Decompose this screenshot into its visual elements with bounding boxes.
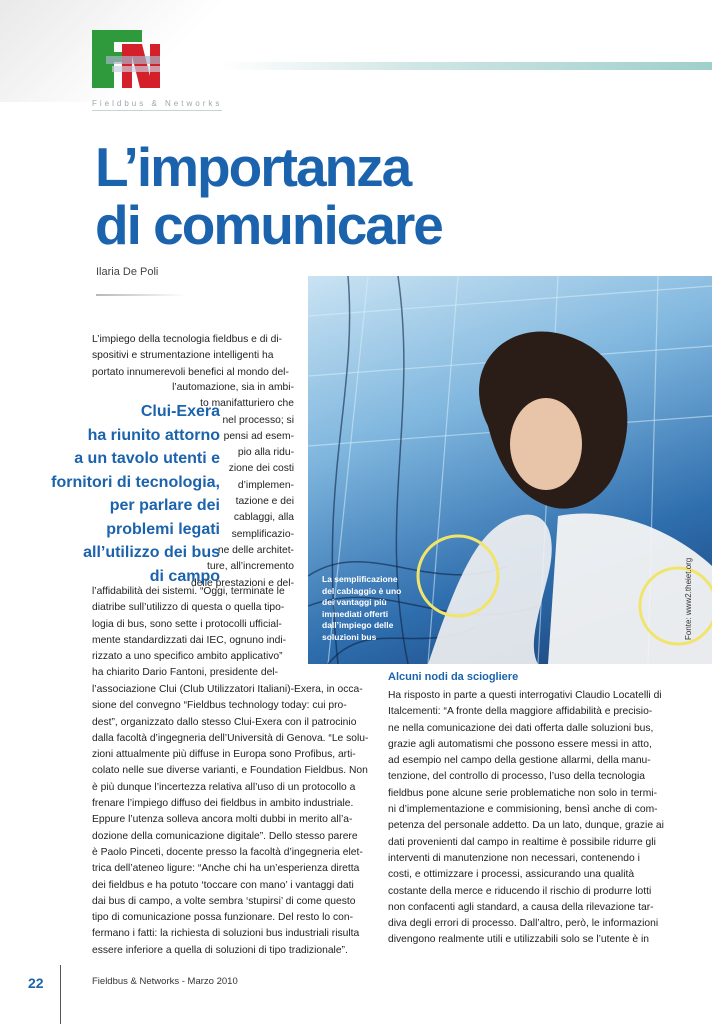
- text-line: frenare l’impiego diffuso dei fieldbus in ambito industriale.: [92, 798, 354, 810]
- text-line: divengono realmente utili e utilizzabili solo se l’utente è in: [388, 934, 650, 946]
- text-line: petenza del personale addetto. Da un lato, dunque, grazie ai: [388, 820, 664, 832]
- caption-line: immediati offerti: [322, 608, 389, 619]
- text-line: portato innumerevoli benefici al mondo del-: [92, 366, 289, 378]
- text-line: dei fieldbus e ha potuto ‘toccare con mano’ i vantaggi dati: [92, 879, 354, 891]
- text-line: rizzato a uno specifico ambito applicativo”: [92, 651, 283, 663]
- text-line: d’implemen-: [237, 479, 294, 491]
- text-line: fieldbus pone alcune serie problematiche non solo in termi-: [388, 787, 658, 799]
- text-line: costante della merce e riducendo il rischio di produrre lotti: [388, 885, 652, 897]
- text-line: semplificazio-: [231, 528, 294, 540]
- text-line: trica dell’ateneo ligure: “Anche chi ha un’esperienza diretta: [92, 863, 360, 875]
- article-title: [95, 138, 695, 254]
- section-subhead: Alcuni nodi da sciogliere: [388, 671, 519, 683]
- text-line: Italcementi: “A fronte della maggiore affidabilità e precisio-: [388, 706, 653, 718]
- text-line: L’impiego della tecnologia fieldbus e di di-: [92, 334, 283, 345]
- footer-publication: Fieldbus & Networks - Marzo 2010: [92, 976, 238, 987]
- text-line: costi, e ottimizzare i processi, assicurando una qualità: [388, 869, 635, 881]
- tagline-underline: [92, 110, 222, 111]
- pull-quote-line: di campo: [149, 567, 220, 585]
- text-line: zione dei costi: [228, 463, 294, 475]
- text-line: l’associazione Clui (Club Utilizzatori Italiani)-Exera, in occa-: [92, 684, 363, 695]
- text-line: ad esempio nel campo della gestione allarmi, della manu-: [388, 755, 651, 767]
- text-line: fermano i fatti: la richiesta di soluzioni bus industriali risulta: [92, 928, 360, 940]
- text-line: logia di bus, sono sette i protocolli ufficial-: [92, 618, 282, 630]
- text-line: dai bus di campo, a volte sembra ‘stupirsi’ di come questo: [92, 895, 356, 907]
- page-number: 22: [28, 975, 44, 991]
- text-line: ni d’implementazione e commisioning, bensì anche di com-: [388, 804, 658, 816]
- text-line: dest”, organizzato dallo stesso Clui-Exera con il patrocinio: [92, 716, 357, 728]
- text-line: tenzione, del controllo di processo, l’uso della tecnologia: [388, 771, 646, 783]
- text-line: grazie agli automatismi che possono essere messi in atto,: [388, 738, 652, 750]
- text-line: colato nelle sue diverse varianti, e Foundation Fieldbus. Non: [92, 765, 368, 777]
- photo-credit: Fonte: www2.theiet.org: [684, 557, 693, 640]
- title-line-1: L’importanza: [95, 136, 411, 198]
- header-rule: [222, 62, 712, 70]
- text-line: ne nella comunicazione dei dati offerta dalle soluzioni bus,: [388, 722, 654, 734]
- text-line: nel processo; si: [222, 414, 294, 426]
- text-line: dati provenienti dal campo in realtime è possibile ridurre gli: [388, 836, 656, 848]
- footer-divider: [60, 965, 61, 1024]
- text-line: zioni attualmente più diffuse in Europa sono Profibus, arti-: [92, 749, 356, 761]
- pull-quote-line: problemi legati: [106, 520, 220, 538]
- text-line: essere inferiore a quella di soluzioni di tipo tradizionale”.: [92, 944, 348, 956]
- intro-paragraph: [92, 332, 297, 381]
- text-line: delle prestazioni e del-: [190, 577, 294, 589]
- caption-line: dall’impiego delle: [322, 620, 394, 630]
- author-underline: [96, 294, 186, 296]
- pull-quote-line: Clui-Exera: [140, 403, 220, 420]
- text-line: sione del convegno “Fieldbus technology today: cui pro-: [92, 700, 347, 712]
- pull-quote-line: a un tavolo utenti e: [74, 450, 220, 467]
- text-line: l’automazione, sia in ambi-: [172, 382, 294, 393]
- text-line: ture, all’incremento: [207, 561, 294, 573]
- header-tagline: Fieldbus & Networks: [92, 99, 223, 108]
- text-line: interventi di manutenzione non necessari, contenendo i: [388, 852, 640, 864]
- text-line: Ha risposto in parte a questi interrogativi Claudio Locatelli di: [388, 690, 662, 701]
- text-line: ha chiarito Dario Fantoni, presidente del-: [92, 667, 279, 679]
- author-name: Ilaria De Poli: [96, 266, 159, 278]
- text-line: l’affidabilità dei sistemi. “Oggi, terminate le: [92, 586, 285, 597]
- magazine-logo: [92, 30, 164, 88]
- pull-quote-line: fornitori di tecnologia,: [51, 473, 220, 491]
- text-line: Eppure l’utenza solleva ancora molti dubbi in merito all’a-: [92, 814, 353, 826]
- text-line: cablaggi, alla: [233, 512, 294, 524]
- text-line: è più dunque l’incertezza relativa all’uso di un protocollo a: [92, 781, 356, 793]
- right-column-text: [388, 688, 664, 949]
- text-line: spositivi e strumentazione intelligenti ha: [92, 350, 274, 362]
- caption-line: soluzioni bus: [322, 631, 377, 642]
- text-line: mente standardizzati dai IEC, ognuno indi-: [92, 634, 287, 646]
- text-line: pio alla ridu-: [237, 447, 294, 459]
- text-line: tipo di comunicazione possa funzionare. Del resto lo con-: [92, 912, 353, 924]
- pull-quote-line: per parlare dei: [109, 497, 220, 514]
- pull-quote-line: ha riunito attorno: [87, 426, 220, 444]
- text-line: ne delle architet-: [217, 544, 294, 556]
- text-line: pensi ad esem-: [223, 430, 294, 442]
- mid-paragraph: [92, 584, 297, 682]
- pull-quote: [36, 400, 220, 588]
- caption-line: dei vantaggi più: [322, 597, 387, 607]
- text-line: tazione e dei: [235, 496, 294, 508]
- text-line: diva degli errori di processo. Dall’altro, però, le informazioni: [388, 918, 659, 930]
- text-line: dalla facoltà d’ingegneria dell’Università di Genova. “Le solu-: [92, 732, 369, 744]
- text-line: non confacenti agli standard, a causa della rilevazione tar-: [388, 901, 654, 913]
- text-line: diatribe sull’utilizzo di questa o quella tipo-: [92, 602, 285, 614]
- photo-caption: [322, 574, 432, 643]
- caption-line: del cablaggio è uno: [322, 585, 402, 596]
- text-line: dozione della comunicazione digitale”. Dello stesso parere: [92, 830, 358, 842]
- left-column-text: [92, 682, 374, 959]
- pull-quote-line: all’utilizzo dei bus: [83, 544, 220, 561]
- title-line-2: di comunicare: [95, 194, 442, 256]
- text-line: to manifatturiero che: [200, 398, 294, 410]
- text-line: è Paolo Pinceti, docente presso la facoltà d’ingegneria elet-: [92, 846, 363, 858]
- caption-line: La semplificazione: [322, 574, 398, 584]
